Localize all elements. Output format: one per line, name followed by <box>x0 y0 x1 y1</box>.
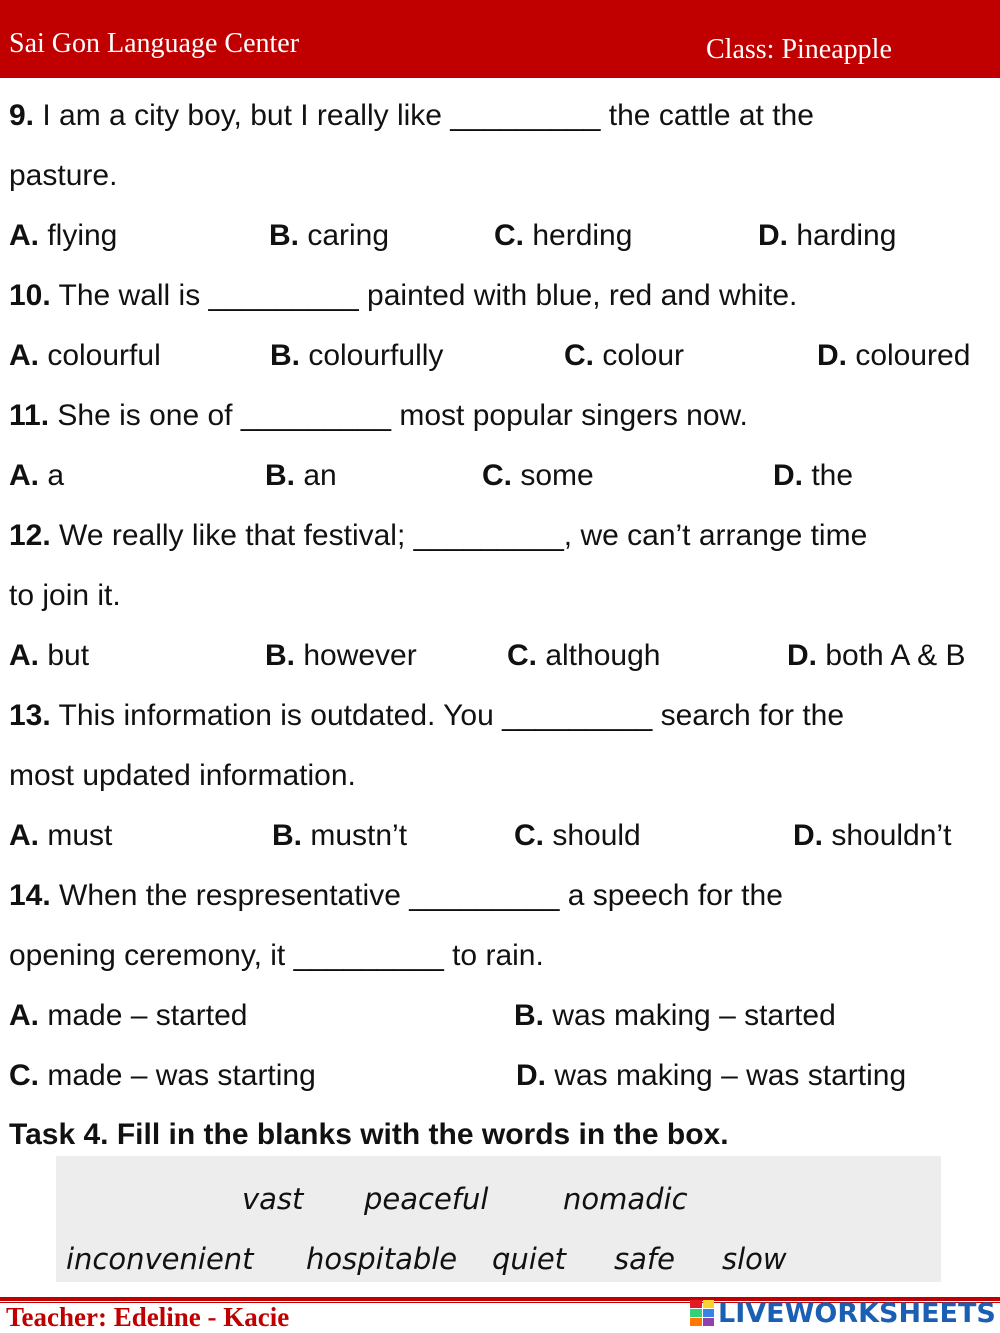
option-c[interactable] <box>9 1058 316 1094</box>
option-letter: D. <box>758 219 788 252</box>
option-letter: C. <box>514 819 544 852</box>
question-text: I am a city boy, but I really like _________ the cattle at the <box>34 99 814 132</box>
question-text: We really like that festival; _________, we can’t arrange time <box>50 519 868 552</box>
option-text: colourful <box>39 339 161 372</box>
option-text: colour <box>594 339 685 372</box>
word-nomadic: nomadic <box>563 1182 688 1216</box>
question-text: This information is outdated. You _________ search for the <box>50 699 845 732</box>
option-b[interactable] <box>270 338 443 374</box>
option-text: however <box>295 639 417 672</box>
word-quiet: quiet <box>492 1242 567 1276</box>
question-11 <box>9 398 748 434</box>
option-letter: C. <box>507 639 537 672</box>
option-d[interactable] <box>516 1058 906 1094</box>
question-9 <box>9 98 814 134</box>
option-letter: D. <box>773 459 803 492</box>
option-text: coloured <box>847 339 971 372</box>
option-c[interactable] <box>564 338 684 374</box>
option-text: flying <box>39 219 118 252</box>
question-number: 12. <box>9 519 51 552</box>
liveworksheets-brand: LIVEWORKSHEETS <box>718 1297 996 1329</box>
option-letter: D. <box>787 639 817 672</box>
option-c[interactable] <box>482 458 594 494</box>
liveworksheets-grid-icon <box>690 1300 714 1326</box>
option-b[interactable] <box>265 638 417 674</box>
option-text: made – started <box>39 999 248 1032</box>
option-letter: A. <box>9 219 39 252</box>
option-b[interactable] <box>272 818 407 854</box>
question-13 <box>9 698 844 734</box>
option-a[interactable] <box>9 338 161 374</box>
option-letter: D. <box>793 819 823 852</box>
option-text: an <box>295 459 337 492</box>
option-a[interactable] <box>9 218 117 254</box>
question-text: She is one of _________ most popular singers now. <box>49 399 748 432</box>
question-text: The wall is _________ painted with blue, red and white. <box>50 279 798 312</box>
question-10 <box>9 278 797 314</box>
question-number: 10. <box>9 279 51 312</box>
option-letter: B. <box>265 639 295 672</box>
word-inconvenient: inconvenient <box>66 1242 254 1276</box>
option-text: colourfully <box>300 339 444 372</box>
option-letter: C. <box>494 219 524 252</box>
word-box <box>56 1156 941 1282</box>
option-letter: D. <box>516 1059 546 1092</box>
header-bar <box>0 0 1000 78</box>
option-letter: B. <box>514 999 544 1032</box>
option-text: was making – was starting <box>546 1059 907 1092</box>
option-letter: A. <box>9 339 39 372</box>
option-a[interactable] <box>9 818 112 854</box>
question-13-line2: most updated information. <box>9 759 356 792</box>
option-letter: B. <box>265 459 295 492</box>
option-letter: B. <box>272 819 302 852</box>
option-letter: C. <box>482 459 512 492</box>
option-letter: B. <box>269 219 299 252</box>
option-d[interactable] <box>787 638 965 674</box>
liveworksheets-logo[interactable] <box>690 1296 996 1330</box>
question-14-line2: opening ceremony, it _________ to rain. <box>9 939 544 972</box>
option-text: the <box>803 459 854 492</box>
option-text: made – was starting <box>39 1059 316 1092</box>
option-text: harding <box>788 219 897 252</box>
question-number: 11. <box>9 399 50 432</box>
option-a[interactable] <box>9 638 89 674</box>
class-label: Class: Pineapple <box>706 34 892 65</box>
question-9-line2: pasture. <box>9 159 118 192</box>
option-b[interactable] <box>265 458 337 494</box>
option-text: although <box>537 639 661 672</box>
word-peaceful: peaceful <box>364 1182 489 1216</box>
center-name: Sai Gon Language Center <box>9 28 300 59</box>
option-letter: A. <box>9 459 39 492</box>
question-text: When the respresentative _________ a speech for the <box>50 879 783 912</box>
option-text: herding <box>524 219 633 252</box>
option-text: caring <box>299 219 390 252</box>
option-text: mustn’t <box>302 819 408 852</box>
option-d[interactable] <box>758 218 896 254</box>
option-c[interactable] <box>507 638 660 674</box>
option-a[interactable] <box>9 998 247 1034</box>
option-letter: C. <box>9 1059 39 1092</box>
option-text: must <box>39 819 113 852</box>
option-a[interactable] <box>9 458 64 494</box>
word-safe: safe <box>614 1242 675 1276</box>
option-b[interactable] <box>269 218 389 254</box>
word-vast: vast <box>242 1182 304 1216</box>
question-number: 13. <box>9 699 51 732</box>
option-letter: A. <box>9 999 39 1032</box>
option-letter: A. <box>9 819 39 852</box>
question-12 <box>9 518 867 554</box>
option-text: was making – started <box>544 999 836 1032</box>
option-letter: C. <box>564 339 594 372</box>
option-b[interactable] <box>514 998 836 1034</box>
option-letter: D. <box>817 339 847 372</box>
question-14 <box>9 878 783 914</box>
word-slow: slow <box>722 1242 787 1276</box>
option-text: a <box>39 459 65 492</box>
option-text: but <box>39 639 90 672</box>
task-4-title: Task 4. Fill in the blanks with the words in the box. <box>9 1118 729 1151</box>
option-d[interactable] <box>817 338 970 374</box>
option-text: both A & B <box>817 639 966 672</box>
option-d[interactable] <box>793 818 951 854</box>
option-c[interactable] <box>514 818 641 854</box>
teacher-label: Teacher: Edeline - Kacie <box>6 1302 290 1332</box>
option-letter: B. <box>270 339 300 372</box>
question-12-line2: to join it. <box>9 579 121 612</box>
option-text: should <box>544 819 641 852</box>
option-c[interactable] <box>494 218 632 254</box>
question-number: 9. <box>9 99 35 132</box>
question-number: 14. <box>9 879 51 912</box>
option-letter: A. <box>9 639 39 672</box>
option-text: shouldn’t <box>823 819 952 852</box>
word-hospitable: hospitable <box>306 1242 458 1276</box>
option-text: some <box>512 459 594 492</box>
option-d[interactable] <box>773 458 853 494</box>
